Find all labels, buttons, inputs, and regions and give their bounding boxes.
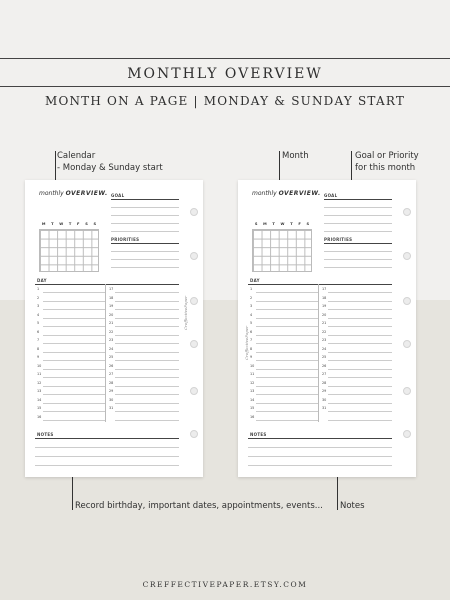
footer-url: CREFFECTIVEPAPER.ETSY.COM <box>142 580 308 589</box>
notes-label: NOTES <box>37 432 54 437</box>
day-line <box>328 343 392 344</box>
day-line <box>328 377 392 378</box>
day-number: 20 <box>322 312 327 317</box>
page-title: monthly OVERVIEW. <box>252 190 321 197</box>
priorities-line <box>324 267 392 268</box>
day-number: 27 <box>322 372 327 376</box>
brand-side: CreffectivePaper <box>244 325 249 360</box>
day-line <box>256 352 318 353</box>
goal-line <box>324 207 392 208</box>
weekday-header <box>252 222 312 226</box>
day-number: 15 <box>37 406 42 410</box>
day-line <box>256 377 318 378</box>
goal-line <box>324 223 392 224</box>
day-number: 28 <box>322 380 327 385</box>
day-number: 15 <box>250 406 255 410</box>
day-line <box>43 420 105 421</box>
day-line <box>43 335 105 336</box>
notes-line <box>35 456 179 457</box>
day-line <box>328 386 392 387</box>
day-number: 1 <box>250 287 253 291</box>
day-line <box>115 292 179 293</box>
weekday: T <box>272 222 275 226</box>
ring-hole <box>403 387 411 395</box>
goal-line <box>111 207 179 208</box>
day-number: 9 <box>37 355 40 359</box>
calendar-grid <box>252 229 312 272</box>
day-line <box>328 301 392 302</box>
goal-line <box>111 223 179 224</box>
priorities-label: PRIORITIES <box>324 237 353 242</box>
day-number: 5 <box>250 321 253 325</box>
day-line <box>43 411 105 412</box>
page-title: monthly OVERVIEW. <box>39 190 108 197</box>
day-rule <box>35 284 179 285</box>
day-line <box>43 403 105 404</box>
main-title: MONTHLY OVERVIEW <box>127 66 323 82</box>
weekday-header <box>39 222 99 226</box>
weekday: S <box>85 222 88 226</box>
day-line <box>328 292 392 293</box>
planner-page-monday-start <box>25 180 203 477</box>
day-line <box>43 394 105 395</box>
weekday: M <box>263 222 267 226</box>
weekday: S <box>93 222 97 226</box>
day-line <box>115 386 179 387</box>
day-line <box>256 411 318 412</box>
day-line <box>115 352 179 353</box>
day-line <box>256 309 318 310</box>
notes-rule <box>248 438 392 439</box>
day-number: 17 <box>109 287 114 291</box>
day-number: 1 <box>37 287 40 291</box>
day-number: 18 <box>109 295 114 300</box>
day-number: 3 <box>37 304 40 308</box>
weekday: T <box>51 222 54 226</box>
day-number: 30 <box>322 397 327 402</box>
day-line <box>328 360 392 361</box>
day-line <box>43 292 105 293</box>
weekday: T <box>68 222 72 226</box>
day-line <box>328 335 392 336</box>
day-line <box>256 301 318 302</box>
notes-line <box>35 447 179 448</box>
day-line <box>115 326 179 327</box>
weekday: M <box>41 222 46 226</box>
day-number: 22 <box>109 329 114 334</box>
day-number: 11 <box>37 372 42 376</box>
day-line <box>256 318 318 319</box>
goal-label: GOAL <box>111 193 125 198</box>
priorities-rule <box>324 243 392 244</box>
day-number: 3 <box>250 304 253 308</box>
day-line <box>43 343 105 344</box>
day-number: 31 <box>322 406 327 410</box>
day-line <box>328 352 392 353</box>
day-line <box>256 343 318 344</box>
day-line <box>328 420 392 421</box>
calendar-grid <box>39 229 99 272</box>
day-number: 19 <box>322 304 327 308</box>
day-line <box>115 309 179 310</box>
day-number: 17 <box>322 287 327 291</box>
day-number: 14 <box>250 397 255 402</box>
priorities-line <box>111 251 179 252</box>
day-number: 8 <box>37 346 40 351</box>
day-number: 14 <box>37 397 42 402</box>
day-line <box>328 394 392 395</box>
day-rule <box>248 284 392 285</box>
day-number: 20 <box>109 312 114 317</box>
day-line <box>43 309 105 310</box>
ring-hole <box>403 297 411 305</box>
day-line <box>43 326 105 327</box>
day-line <box>115 335 179 336</box>
weekday: S <box>254 222 258 226</box>
day-line <box>43 301 105 302</box>
day-number: 30 <box>109 397 114 402</box>
notes-line <box>248 456 392 457</box>
ring-hole <box>190 208 198 216</box>
weekday: F <box>298 222 301 226</box>
day-number: 7 <box>37 338 40 342</box>
ring-hole <box>403 430 411 438</box>
priorities-line <box>324 251 392 252</box>
planner-page-sunday-start <box>238 180 416 477</box>
day-number: 6 <box>250 329 253 334</box>
day-line <box>328 369 392 370</box>
goal-label: GOAL <box>324 193 338 198</box>
goal-line <box>111 215 179 216</box>
day-number: 21 <box>109 321 114 325</box>
day-line <box>328 411 392 412</box>
weekday: F <box>77 222 80 226</box>
day-number: 16 <box>250 414 255 419</box>
day-number: 25 <box>322 355 327 359</box>
notes-line <box>248 465 392 466</box>
day-line <box>328 326 392 327</box>
day-line <box>115 301 179 302</box>
day-line <box>256 360 318 361</box>
ring-hole <box>190 252 198 260</box>
weekday: W <box>280 222 285 226</box>
goal-line <box>324 231 392 232</box>
day-line <box>115 360 179 361</box>
ring-hole <box>403 252 411 260</box>
day-line <box>43 377 105 378</box>
callout-notes: Notes <box>340 501 365 511</box>
day-number: 12 <box>250 380 255 385</box>
day-line <box>115 343 179 344</box>
priorities-line <box>324 259 392 260</box>
priorities-rule <box>111 243 179 244</box>
day-label: DAY <box>37 278 47 283</box>
header-rule-bottom <box>0 86 450 87</box>
day-number: 18 <box>322 295 327 300</box>
day-number: 23 <box>322 338 327 342</box>
day-column-divider <box>105 284 106 422</box>
priorities-line <box>111 259 179 260</box>
brand-side: CreffectivePaper <box>183 295 188 330</box>
day-number: 31 <box>109 406 114 410</box>
callout-calendar: Calendar - Monday & Sunday start <box>57 151 163 173</box>
day-number: 25 <box>109 355 114 359</box>
day-line <box>256 335 318 336</box>
day-line <box>256 326 318 327</box>
weekday: S <box>306 222 310 226</box>
day-number: 7 <box>250 338 253 342</box>
day-line <box>43 369 105 370</box>
day-line <box>43 352 105 353</box>
day-line <box>328 318 392 319</box>
day-number: 13 <box>250 389 255 393</box>
day-number: 23 <box>109 338 114 342</box>
weekday: W <box>59 222 64 226</box>
day-number: 13 <box>37 389 42 393</box>
day-line <box>115 369 179 370</box>
day-line <box>115 403 179 404</box>
day-line <box>115 377 179 378</box>
ring-hole <box>403 208 411 216</box>
ring-hole <box>190 387 198 395</box>
day-line <box>256 386 318 387</box>
day-number: 21 <box>322 321 327 325</box>
callout-record: Record birthday, important dates, appointments, events... <box>75 501 323 511</box>
day-line <box>328 309 392 310</box>
day-line <box>43 386 105 387</box>
priorities-label: PRIORITIES <box>111 237 140 242</box>
day-number: 26 <box>109 363 114 368</box>
ring-hole <box>190 430 198 438</box>
callout-month: Month <box>282 151 309 161</box>
notes-line <box>248 447 392 448</box>
day-line <box>256 403 318 404</box>
callout-goal: Goal or Priority for this month <box>355 151 419 173</box>
goal-rule <box>324 199 392 200</box>
weekday: T <box>290 222 293 226</box>
day-number: 27 <box>109 372 114 376</box>
header-rule-top <box>0 58 450 59</box>
day-number: 29 <box>322 389 327 393</box>
day-number: 24 <box>322 346 327 351</box>
day-number: 26 <box>322 363 327 368</box>
ring-hole <box>403 340 411 348</box>
day-number: 22 <box>322 329 327 334</box>
day-number: 12 <box>37 380 42 385</box>
subtitle: MONTH ON A PAGE | MONDAY & SUNDAY START <box>44 94 406 108</box>
day-line <box>256 394 318 395</box>
day-number: 16 <box>37 414 42 419</box>
day-line <box>256 292 318 293</box>
goal-line <box>111 231 179 232</box>
day-line <box>115 394 179 395</box>
day-line <box>115 411 179 412</box>
mini-calendar <box>252 222 312 226</box>
day-number: 10 <box>250 363 255 368</box>
day-line <box>256 420 318 421</box>
day-number: 4 <box>250 312 253 317</box>
mini-calendar <box>39 222 99 226</box>
day-number: 9 <box>250 355 253 359</box>
day-line <box>43 360 105 361</box>
day-number: 5 <box>37 321 40 325</box>
day-number: 28 <box>109 380 114 385</box>
goal-rule <box>111 199 179 200</box>
ring-hole <box>190 297 198 305</box>
day-line <box>115 318 179 319</box>
day-line <box>256 369 318 370</box>
goal-line <box>324 215 392 216</box>
day-line <box>328 403 392 404</box>
priorities-line <box>111 267 179 268</box>
day-number: 10 <box>37 363 42 368</box>
day-number: 11 <box>250 372 255 376</box>
day-number: 19 <box>109 304 114 308</box>
day-number: 2 <box>37 295 40 300</box>
day-line <box>43 318 105 319</box>
day-label: DAY <box>250 278 260 283</box>
day-line <box>115 420 179 421</box>
day-number: 4 <box>37 312 40 317</box>
day-number: 29 <box>109 389 114 393</box>
day-number: 2 <box>250 295 253 300</box>
day-number: 6 <box>37 329 40 334</box>
ring-hole <box>190 340 198 348</box>
notes-rule <box>35 438 179 439</box>
day-number: 24 <box>109 346 114 351</box>
day-column-divider <box>318 284 319 422</box>
day-number: 8 <box>250 346 253 351</box>
notes-label: NOTES <box>250 432 267 437</box>
notes-line <box>35 465 179 466</box>
